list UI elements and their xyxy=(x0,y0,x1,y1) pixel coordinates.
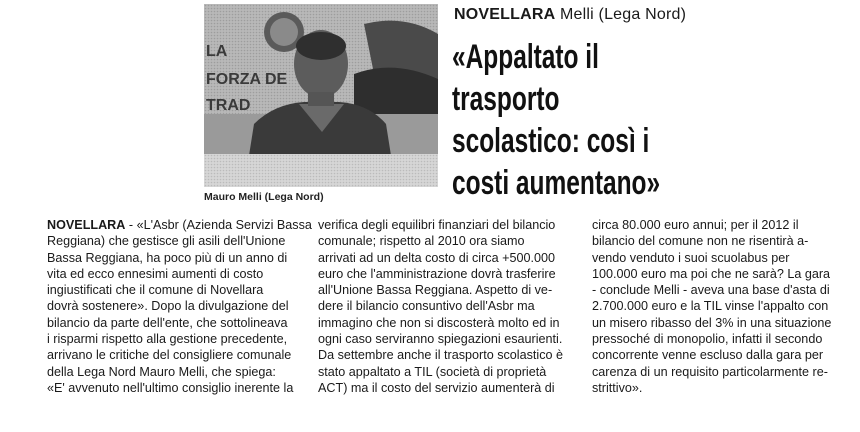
body-line: della Lega Nord Mauro Melli, che spiega: xyxy=(47,364,276,379)
body-line: all'Unione Bassa Reggiana. Aspetto di ve- xyxy=(318,283,553,298)
article-headline xyxy=(452,36,747,204)
body-column-1 xyxy=(47,217,312,396)
kicker-source: Melli (Lega Nord) xyxy=(560,6,687,23)
dateline: NOVELLARA xyxy=(47,218,126,232)
body-line: bilancio del comune non ne risentirà a- xyxy=(592,234,809,249)
body-line: carenza di un requisito particolarmente re- xyxy=(592,364,828,379)
body-line: i risparmi rispetto alla gestione precedente, xyxy=(47,332,288,347)
body-line: concorrente venne escluso dalla gara per xyxy=(592,348,824,363)
body-column-3 xyxy=(592,217,831,396)
body-line: 2.700.000 euro e la TIL vinse l'appalto con xyxy=(592,299,829,314)
banner-text-3: TRAD xyxy=(206,97,251,114)
body-line: «E' avvenuto nell'ultimo consiglio inerente la xyxy=(47,380,294,395)
photo-illustration xyxy=(204,4,438,187)
body-line: dere il bilancio consuntivo dell'Asbr ma xyxy=(318,299,535,314)
body-line: dovrà sostenere». Dopo la divulgazione del xyxy=(47,299,289,314)
body-line: verifica degli equilibri finanziari del bilancio xyxy=(318,218,556,232)
news-photo xyxy=(204,4,438,187)
body-line: arrivano le critiche del consigliere comunale xyxy=(47,348,292,363)
body-line: un misero ribasso del 3% in una situazione xyxy=(592,315,832,330)
body-line: circa 80.000 euro annui; per il 2012 il xyxy=(592,218,799,232)
body-line: Bassa Reggiana, ha poco più di un anno di xyxy=(47,250,288,265)
body-column-2 xyxy=(318,217,563,396)
body-line: bilancio da parte dell'ente, che sottolineava xyxy=(47,315,288,330)
banner-text-2: FORZA DE xyxy=(206,71,288,88)
body-line: ogni caso serviranno spiegazioni esaurienti. xyxy=(318,332,563,347)
headline-line: costi aumentano» xyxy=(452,164,661,202)
headline-line: scolastico: così i xyxy=(452,122,650,160)
body-line: immagino che non si discosterà molto ed in xyxy=(318,315,560,330)
body-line: stato appaltato a TIL (società di proprietà xyxy=(318,364,547,379)
body-line: arrivati ad un delta costo di circa +500.000 xyxy=(318,250,555,265)
body-line: strittivo». xyxy=(592,380,643,395)
body-line-text: - «L'Asbr (Azienda Servizi Bassa xyxy=(125,218,312,232)
body-line xyxy=(47,217,312,233)
body-line: Da settembre anche il trasporto scolastico è xyxy=(318,348,563,363)
body-line: ingiustificati che il comune di Novellara xyxy=(47,283,264,298)
body-line: euro che l'amministrazione dovrà trasferire xyxy=(318,266,556,281)
headline-line: «Appaltato il xyxy=(452,38,599,76)
photo-caption: Mauro Melli (Lega Nord) xyxy=(204,191,324,203)
body-line: ACT) ma il costo del servizio aumenterà di xyxy=(318,380,555,395)
article-kicker xyxy=(454,6,686,24)
body-line: vita ed ecco ennesimi aumenti di costo xyxy=(47,266,264,281)
body-line: vendo venduto i suoi scuolabus per xyxy=(592,250,790,265)
banner-text-1: LA xyxy=(206,43,228,60)
body-line: comunale; rispetto al 2010 ora siamo xyxy=(318,234,525,249)
headline-line: trasporto xyxy=(452,80,560,118)
body-line: pressoché di monopolio, infatti il secondo xyxy=(592,332,823,347)
kicker-place: NOVELLARA xyxy=(454,6,556,23)
body-line: - conclude Melli - aveva una base d'asta di xyxy=(592,283,830,298)
body-line: Reggiana) che gestisce gli asili dell'Unione xyxy=(47,234,286,249)
body-line: 100.000 euro ma poi che ne sarà? La gara xyxy=(592,266,831,281)
